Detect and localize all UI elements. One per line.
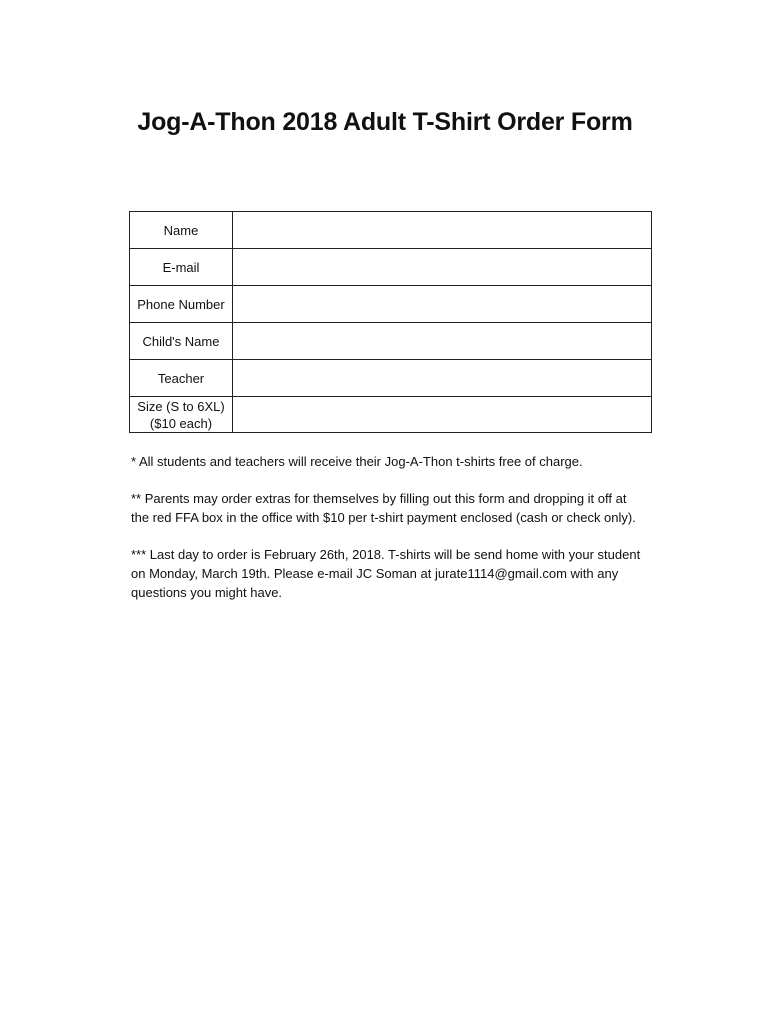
note2-line2: the red FFA box in the office with $10 per t-shirt payment enclosed (cash or check only). bbox=[131, 510, 636, 525]
teacher-field[interactable] bbox=[233, 360, 652, 397]
size-field[interactable] bbox=[233, 397, 652, 433]
notes-section bbox=[131, 452, 651, 620]
name-field[interactable] bbox=[233, 212, 652, 249]
phone-number-label: Phone Number bbox=[130, 286, 233, 323]
form-row-size bbox=[130, 397, 652, 433]
size-label-line1: Size (S to 6XL) bbox=[137, 398, 225, 414]
size-label-line2: ($10 each) bbox=[149, 415, 213, 431]
note2-line1: ** Parents may order extras for themselves by filling out this form and dropping it off at bbox=[131, 491, 627, 506]
email-field[interactable] bbox=[233, 249, 652, 286]
email-label: E-mail bbox=[130, 249, 233, 286]
email-field-value[interactable] bbox=[233, 249, 651, 285]
name-field-value[interactable] bbox=[233, 212, 651, 248]
childs-name-field-value[interactable] bbox=[233, 323, 651, 359]
size-field-value[interactable] bbox=[233, 397, 651, 432]
form-row-teacher bbox=[130, 360, 652, 397]
name-label: Name bbox=[130, 212, 233, 249]
note-deadline bbox=[131, 545, 651, 602]
note1-text: * All students and teachers will receive their Jog-A-Thon t-shirts free of charge. bbox=[131, 454, 583, 469]
childs-name-label: Child's Name bbox=[130, 323, 233, 360]
note3-line3: questions you might have. bbox=[131, 585, 283, 600]
page-title: Jog-A-Thon 2018 Adult T-Shirt Order Form bbox=[137, 108, 633, 136]
form-row-email bbox=[130, 249, 652, 286]
form-row-phone bbox=[130, 286, 652, 323]
size-label bbox=[130, 397, 233, 433]
note3-line1: *** Last day to order is February 26th, 2018. T-shirts will be send home with your student bbox=[131, 547, 641, 562]
phone-number-field[interactable] bbox=[233, 286, 652, 323]
phone-number-field-value[interactable] bbox=[233, 286, 651, 322]
teacher-field-value[interactable] bbox=[233, 360, 651, 396]
note-free-shirts bbox=[131, 452, 651, 471]
note3-line2: on Monday, March 19th. Please e-mail JC Soman at jurate1114@gmail.com with any bbox=[131, 566, 619, 581]
form-row-name bbox=[130, 212, 652, 249]
note-parent-orders bbox=[131, 489, 651, 527]
teacher-label: Teacher bbox=[130, 360, 233, 397]
childs-name-field[interactable] bbox=[233, 323, 652, 360]
order-form-table bbox=[129, 211, 652, 433]
form-row-childs-name bbox=[130, 323, 652, 360]
